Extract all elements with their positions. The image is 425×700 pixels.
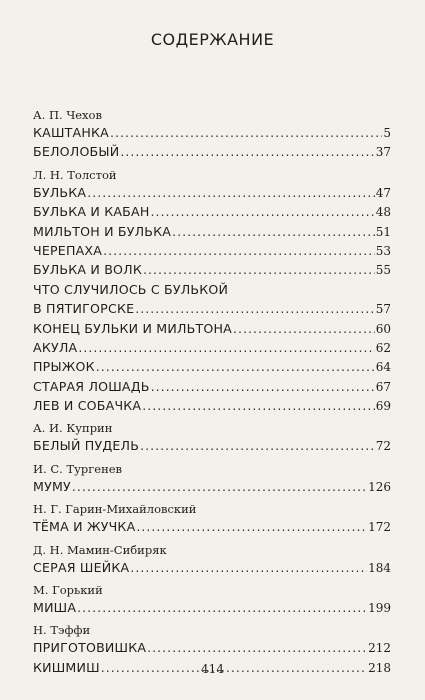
page-number: 414 (201, 662, 224, 676)
author-name: Д. Н. Мамин-Сибиряк (33, 542, 167, 557)
entry-title: БУЛЬКА И ВОЛК (33, 262, 142, 278)
toc-entry[interactable] (33, 477, 391, 496)
author-name: И. С. Тургенев (33, 461, 123, 476)
entry-title: В ПЯТИГОРСКЕ (33, 301, 135, 317)
entry-page-number: 218 (368, 660, 391, 675)
entry-page-number: 126 (368, 479, 391, 494)
toc-entry[interactable] (33, 357, 391, 376)
toc-section (33, 421, 391, 455)
page-title: СОДЕРЖАНИЕ (150, 30, 275, 49)
dot-leader (120, 142, 374, 161)
dot-leader (233, 319, 375, 338)
dot-leader (96, 357, 375, 376)
entry-title: БУЛЬКА (33, 184, 87, 200)
toc-entry[interactable] (33, 241, 391, 260)
entry-title: СЕРАЯ ШЕЙКА (33, 559, 130, 575)
author-name: А. П. Чехов (33, 108, 102, 122)
entry-page-number: 64 (375, 360, 391, 375)
entry-page-number: 48 (375, 205, 391, 220)
toc-entry[interactable] (33, 377, 391, 396)
dot-leader (151, 202, 375, 221)
dot-leader (72, 477, 367, 496)
toc-entry[interactable] (33, 142, 391, 161)
author-name: Л. Н. Толстой (33, 167, 117, 182)
toc-entry[interactable] (33, 638, 391, 657)
dot-leader (130, 558, 367, 577)
toc-entry[interactable] (33, 558, 391, 577)
entry-page-number: 55 (375, 263, 391, 278)
entry-page-number: 60 (375, 321, 391, 336)
entry-title: КОНЕЦ БУЛЬКИ И МИЛЬТОНА (33, 320, 232, 336)
entry-page-number: 47 (375, 185, 391, 200)
toc-section (33, 502, 391, 536)
entry-page-number: 53 (375, 243, 391, 258)
author-name: Н. Тэффи (33, 623, 91, 638)
entry-page-number: 199 (368, 601, 391, 616)
toc-entry[interactable] (33, 319, 391, 338)
entry-title: ЧЕРЕПАХА (33, 242, 103, 258)
entry-title: ЛЕВ И СОБАЧКА (33, 398, 142, 414)
toc-entry[interactable] (33, 183, 391, 202)
entry-title: МУМУ (33, 478, 71, 494)
toc-entry[interactable] (33, 260, 391, 279)
entry-title: БЕЛОЛОБЫЙ (33, 144, 120, 160)
entry-title: КАШТАНКА (33, 125, 109, 140)
dot-leader (140, 436, 375, 455)
entry-title: МИША (33, 600, 77, 616)
dot-leader (110, 123, 382, 142)
entry-page-number: 67 (375, 379, 391, 394)
author-name: А. И. Куприн (33, 421, 113, 436)
entry-page-number: 57 (375, 302, 391, 317)
entry-page-number: 62 (375, 340, 391, 355)
toc-entry[interactable] (33, 436, 391, 455)
dot-leader (103, 241, 375, 260)
entry-page-number: 5 (383, 126, 391, 140)
toc-entry[interactable] (33, 338, 391, 357)
toc-section (33, 462, 391, 496)
toc-entry[interactable] (33, 123, 391, 142)
dot-leader (135, 299, 374, 318)
entry-page-number: 37 (375, 145, 391, 160)
toc-section (33, 168, 391, 416)
entry-page-number: 184 (368, 560, 391, 575)
table-of-contents (33, 108, 391, 677)
dot-leader (136, 517, 367, 536)
toc-entry[interactable] (33, 598, 391, 617)
dot-leader (142, 396, 374, 415)
entry-page-number: 72 (375, 439, 391, 454)
entry-page-number: 212 (368, 641, 391, 656)
entry-title: ПРИГОТОВИШКА (33, 640, 147, 656)
entry-page-number: 69 (375, 399, 391, 414)
entry-page-number: 51 (375, 224, 391, 239)
author-name: Н. Г. Гарин-Михайловский (33, 502, 197, 517)
dot-leader (143, 260, 375, 279)
entry-title: БУЛЬКА И КАБАН (33, 204, 150, 220)
dot-leader (87, 183, 375, 202)
dot-leader (78, 338, 374, 357)
dot-leader (77, 598, 367, 617)
toc-entry[interactable] (33, 396, 391, 415)
entry-title: МИЛЬТОН И БУЛЬКА (33, 223, 172, 239)
entry-title: АКУЛА (33, 339, 78, 355)
entry-title: ТЁМА И ЖУЧКА (33, 519, 136, 535)
toc-section (33, 583, 391, 617)
entry-title: КИШМИШ (33, 659, 100, 675)
entry-page-number: 172 (368, 520, 391, 535)
dot-leader (151, 377, 375, 396)
toc-section (33, 543, 391, 577)
author-name: М. Горький (33, 583, 103, 598)
entry-title: ЧТО СЛУЧИЛОСЬ С БУЛЬКОЙ (33, 281, 229, 297)
entry-title: СТАРАЯ ЛОШАДЬ (33, 378, 150, 394)
toc-entry[interactable] (33, 202, 391, 221)
toc-entry[interactable] (33, 517, 391, 536)
toc-entry[interactable] (33, 299, 391, 318)
toc-entry[interactable] (33, 222, 391, 241)
toc-section (33, 108, 391, 162)
entry-title: ПРЫЖОК (33, 359, 95, 375)
toc-entry[interactable] (33, 280, 391, 299)
dot-leader (147, 638, 367, 657)
entry-title: БЕЛЫЙ ПУДЕЛЬ (33, 438, 140, 454)
dot-leader (172, 222, 375, 241)
